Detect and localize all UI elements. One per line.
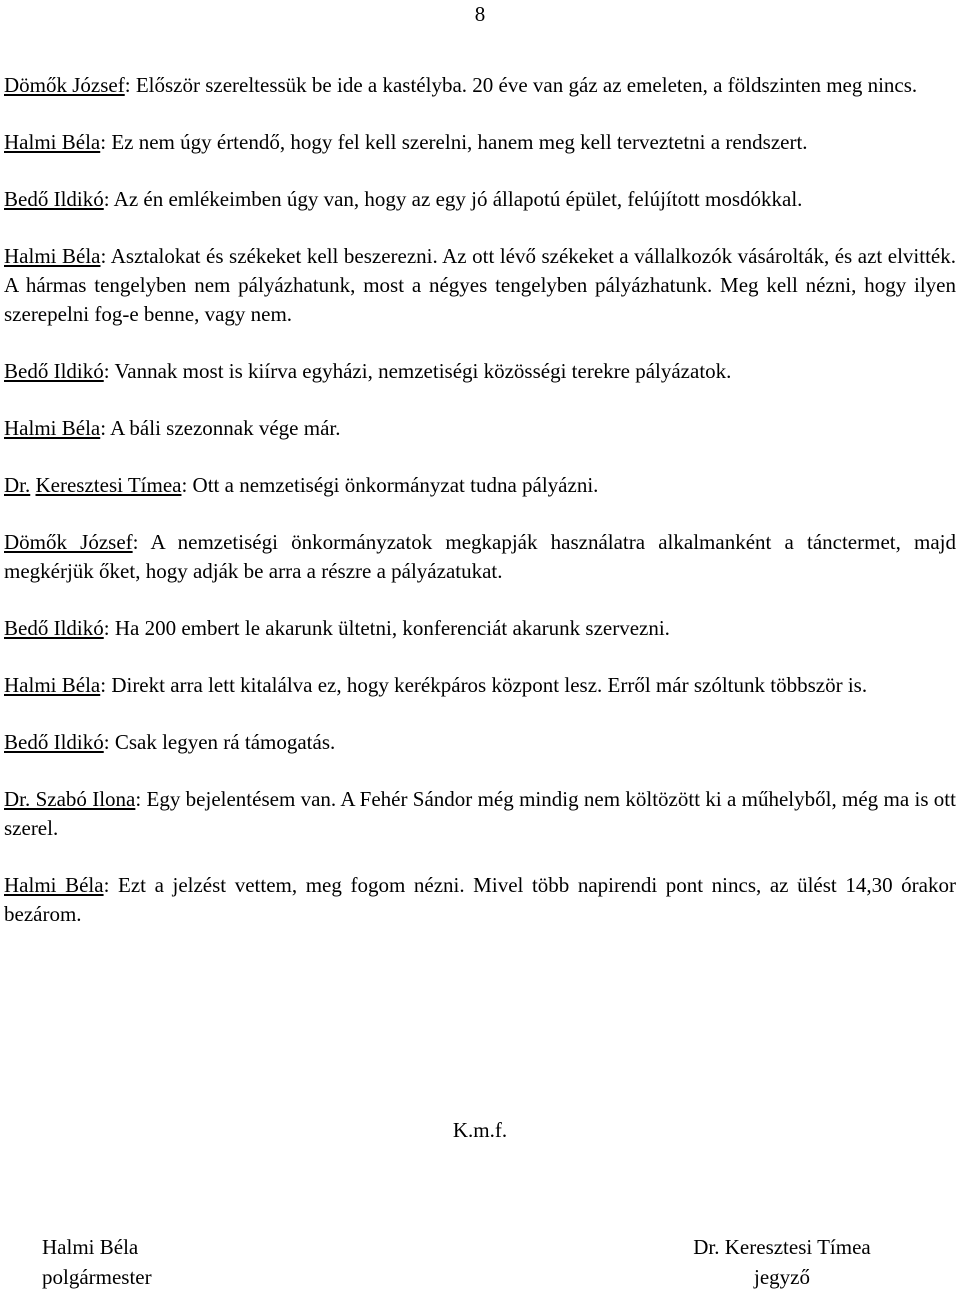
- signatory-name: Dr. Keresztesi Tímea: [693, 1235, 871, 1259]
- statement-text: : Ott a nemzetiségi önkormányzat tudna pályázni.: [181, 473, 599, 497]
- minutes-paragraph: [4, 728, 956, 757]
- speaker-name: Bedő Ildikó: [4, 187, 104, 211]
- statement-text: : Először szereltessük be ide a kastélyba. 20 éve van gáz az emeleten, a földszinten meg nincs.: [124, 73, 918, 97]
- signatory-title: polgármester: [42, 1265, 152, 1289]
- statement-text: : Egy bejelentésem van. A Fehér Sándor még mindig nem költözött ki a műhelyből, még ma is ott szerel.: [4, 787, 956, 840]
- minutes-paragraph: [4, 185, 956, 214]
- statement-text: : Vannak most is kiírva egyházi, nemzetiségi közösségi terekre pályázatok.: [103, 359, 732, 383]
- minutes-paragraph: [4, 357, 956, 386]
- statement-text: : Csak legyen rá támogatás.: [103, 730, 336, 754]
- speaker-name: Keresztesi Tímea: [35, 473, 182, 497]
- statement-text: : Direkt arra lett kitalálva ez, hogy kerékpáros központ lesz. Erről már szóltunk többször is.: [100, 673, 868, 697]
- minutes-paragraph: [4, 242, 956, 329]
- speaker-name: Halmi Béla: [4, 673, 101, 697]
- minutes-paragraph: [4, 414, 956, 443]
- speaker-prefix: Dr.: [4, 473, 31, 497]
- page-number: 8: [474, 2, 486, 26]
- statement-text: : Ha 200 embert le akarunk ültetni, konferenciát akarunk szervezni.: [103, 616, 670, 640]
- minutes-body: [4, 71, 956, 957]
- signatory-title: jegyző: [754, 1265, 810, 1289]
- speaker-name: Halmi Béla: [4, 130, 101, 154]
- statement-text: : Az én emlékeimben úgy van, hogy az egy jó állapotú épület, felújított mosdókkal.: [103, 187, 803, 211]
- minutes-paragraph: [4, 785, 956, 843]
- closing-kmf: K.m.f.: [452, 1118, 508, 1142]
- statement-text: : Ezt a jelzést vettem, meg fogom nézni. Mivel több napirendi pont nincs, az ülést 14,30 órakor bezárom.: [4, 873, 956, 926]
- minutes-paragraph: [4, 471, 956, 500]
- speaker-name: Dr. Szabó Ilona: [4, 787, 136, 811]
- speaker-name: Bedő Ildikó: [4, 359, 104, 383]
- speaker-name: Dömők József: [4, 73, 125, 97]
- speaker-name: Dömők József: [4, 530, 133, 554]
- statement-text: : A nemzetiségi önkormányzatok megkapják használatra alkalmanként a tánctermet, majd megkérjük őket, hogy adják be arra a részre a pályázatukat.: [4, 530, 956, 583]
- signatory-name: Halmi Béla: [42, 1235, 139, 1259]
- minutes-paragraph: [4, 528, 956, 586]
- speaker-name: Halmi Béla: [4, 244, 101, 268]
- speaker-name: Bedő Ildikó: [4, 730, 104, 754]
- minutes-paragraph: [4, 128, 956, 157]
- minutes-paragraph: [4, 71, 956, 100]
- signature-block-mayor: [42, 1232, 152, 1292]
- minutes-paragraph: [4, 871, 956, 929]
- minutes-paragraph: [4, 671, 956, 700]
- minutes-paragraph: [4, 614, 956, 643]
- signature-block-notary: [670, 1232, 894, 1292]
- statement-text: : Ez nem úgy értendő, hogy fel kell szerelni, hanem meg kell terveztetni a rendszert.: [100, 130, 808, 154]
- statement-text: : A báli szezonnak vége már.: [100, 416, 341, 440]
- statement-text: : Asztalokat és székeket kell beszerezni. Az ott lévő székeket a vállalkozók vásárolták, és azt elvitték. A hármas tengelyben nem pályázhatunk, most a négyes tengelyben pályázhatunk. Meg kell nézni, hogy ilyen szerepelni fog-e benne, vagy nem.: [4, 244, 956, 326]
- speaker-name: Bedő Ildikó: [4, 616, 104, 640]
- speaker-name: Halmi Béla: [4, 873, 104, 897]
- speaker-name: Halmi Béla: [4, 416, 101, 440]
